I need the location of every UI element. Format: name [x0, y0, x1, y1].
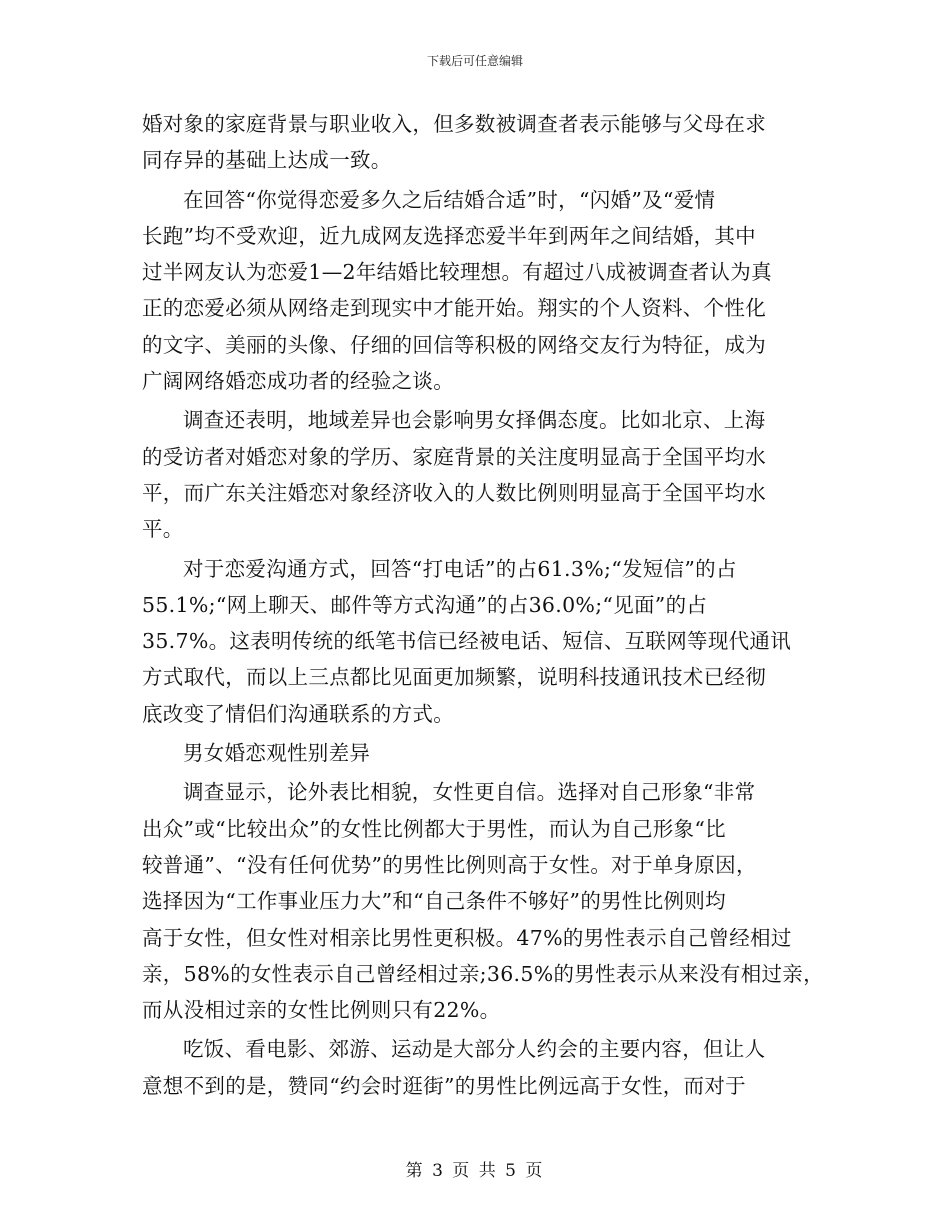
body-line: 选择因为“工作事业压力大”和“自己条件不够好”的男性比例则均 — [142, 889, 726, 914]
body-line: 过半网友认为恋爱1—2年结婚比较理想。有超过八成被调查者认为真 — [142, 260, 772, 285]
body-line: 较普通”、“没有任何优势”的男性比例则高于女性。对于单身原因， — [142, 852, 757, 877]
body-line: 35.7%。这表明传统的纸笔书信已经被电话、短信、互联网等现代通讯 — [142, 629, 792, 654]
body-line: 对于恋爱沟通方式，回答“打电话”的占61.3%;“发短信”的占 — [183, 556, 737, 581]
body-line: 在回答“你觉得恋爱多久之后结婚合适”时，“闪婚”及“爱情 — [183, 187, 716, 212]
section-heading: 男女婚恋观性别差异 — [183, 741, 371, 766]
page-number-footer: 第 3 页 共 5 页 — [405, 1161, 545, 1181]
body-line: 同存异的基础上达成一致。 — [142, 148, 392, 173]
body-line: 正的恋爱必须从网络走到现实中才能开始。翔实的个人资料、个性化 — [142, 296, 766, 321]
body-line: 调查显示，论外表比相貌，女性更自信。选择对自己形象“非常 — [183, 780, 756, 805]
body-line: 长跑”均不受欢迎，近九成网友选择恋爱半年到两年之间结婚，其中 — [142, 223, 756, 248]
body-line: 平。 — [142, 517, 184, 542]
body-line: 55.1%;“网上聊天、邮件等方式沟通”的占36.0%;“见面”的占 — [142, 592, 708, 617]
body-line: 出众”或“比较出众”的女性比例都大于男性，而认为自己形象“比 — [142, 816, 726, 841]
body-line: 意想不到的是，赞同“约会时逛街”的男性比例远高于女性，而对于 — [142, 1073, 746, 1098]
document-body — [142, 106, 832, 1104]
body-line: 调查还表明，地域差异也会影响男女择偶态度。比如北京、上海 — [183, 408, 766, 433]
body-line: 的受访者对婚恋对象的学历、家庭背景的关注度明显高于全国平均水 — [142, 444, 766, 469]
body-line: 婚对象的家庭背景与职业收入，但多数被调查者表示能够与父母在求 — [142, 112, 766, 136]
body-line: 吃饭、看电影、郊游、运动是大部分人约会的主要内容，但让人 — [183, 1037, 766, 1062]
body-line: 而从没相过亲的女性比例则只有22%。 — [142, 998, 501, 1023]
page-header: 下载后可任意编辑 — [426, 54, 523, 68]
body-line: 亲，58%的女性表示自己曾经相过亲;36.5%的男性表示从来没有相过亲， — [142, 961, 824, 986]
body-line: 广阔网络婚恋成功者的经验之谈。 — [142, 369, 454, 394]
body-line: 高于女性，但女性对相亲比男性更积极。47%的男性表示自己曾经相过 — [142, 925, 792, 950]
body-line: 的文字、美丽的头像、仔细的回信等积极的网络交友行为特征，成为 — [142, 332, 766, 357]
body-line: 底改变了情侣们沟通联系的方式。 — [142, 701, 454, 726]
body-line: 平，而广东关注婚恋对象经济收入的人数比例则明显高于全国平均水 — [142, 480, 766, 505]
body-line: 方式取代，而以上三点都比见面更加频繁，说明科技通讯技术已经彻 — [142, 665, 766, 690]
